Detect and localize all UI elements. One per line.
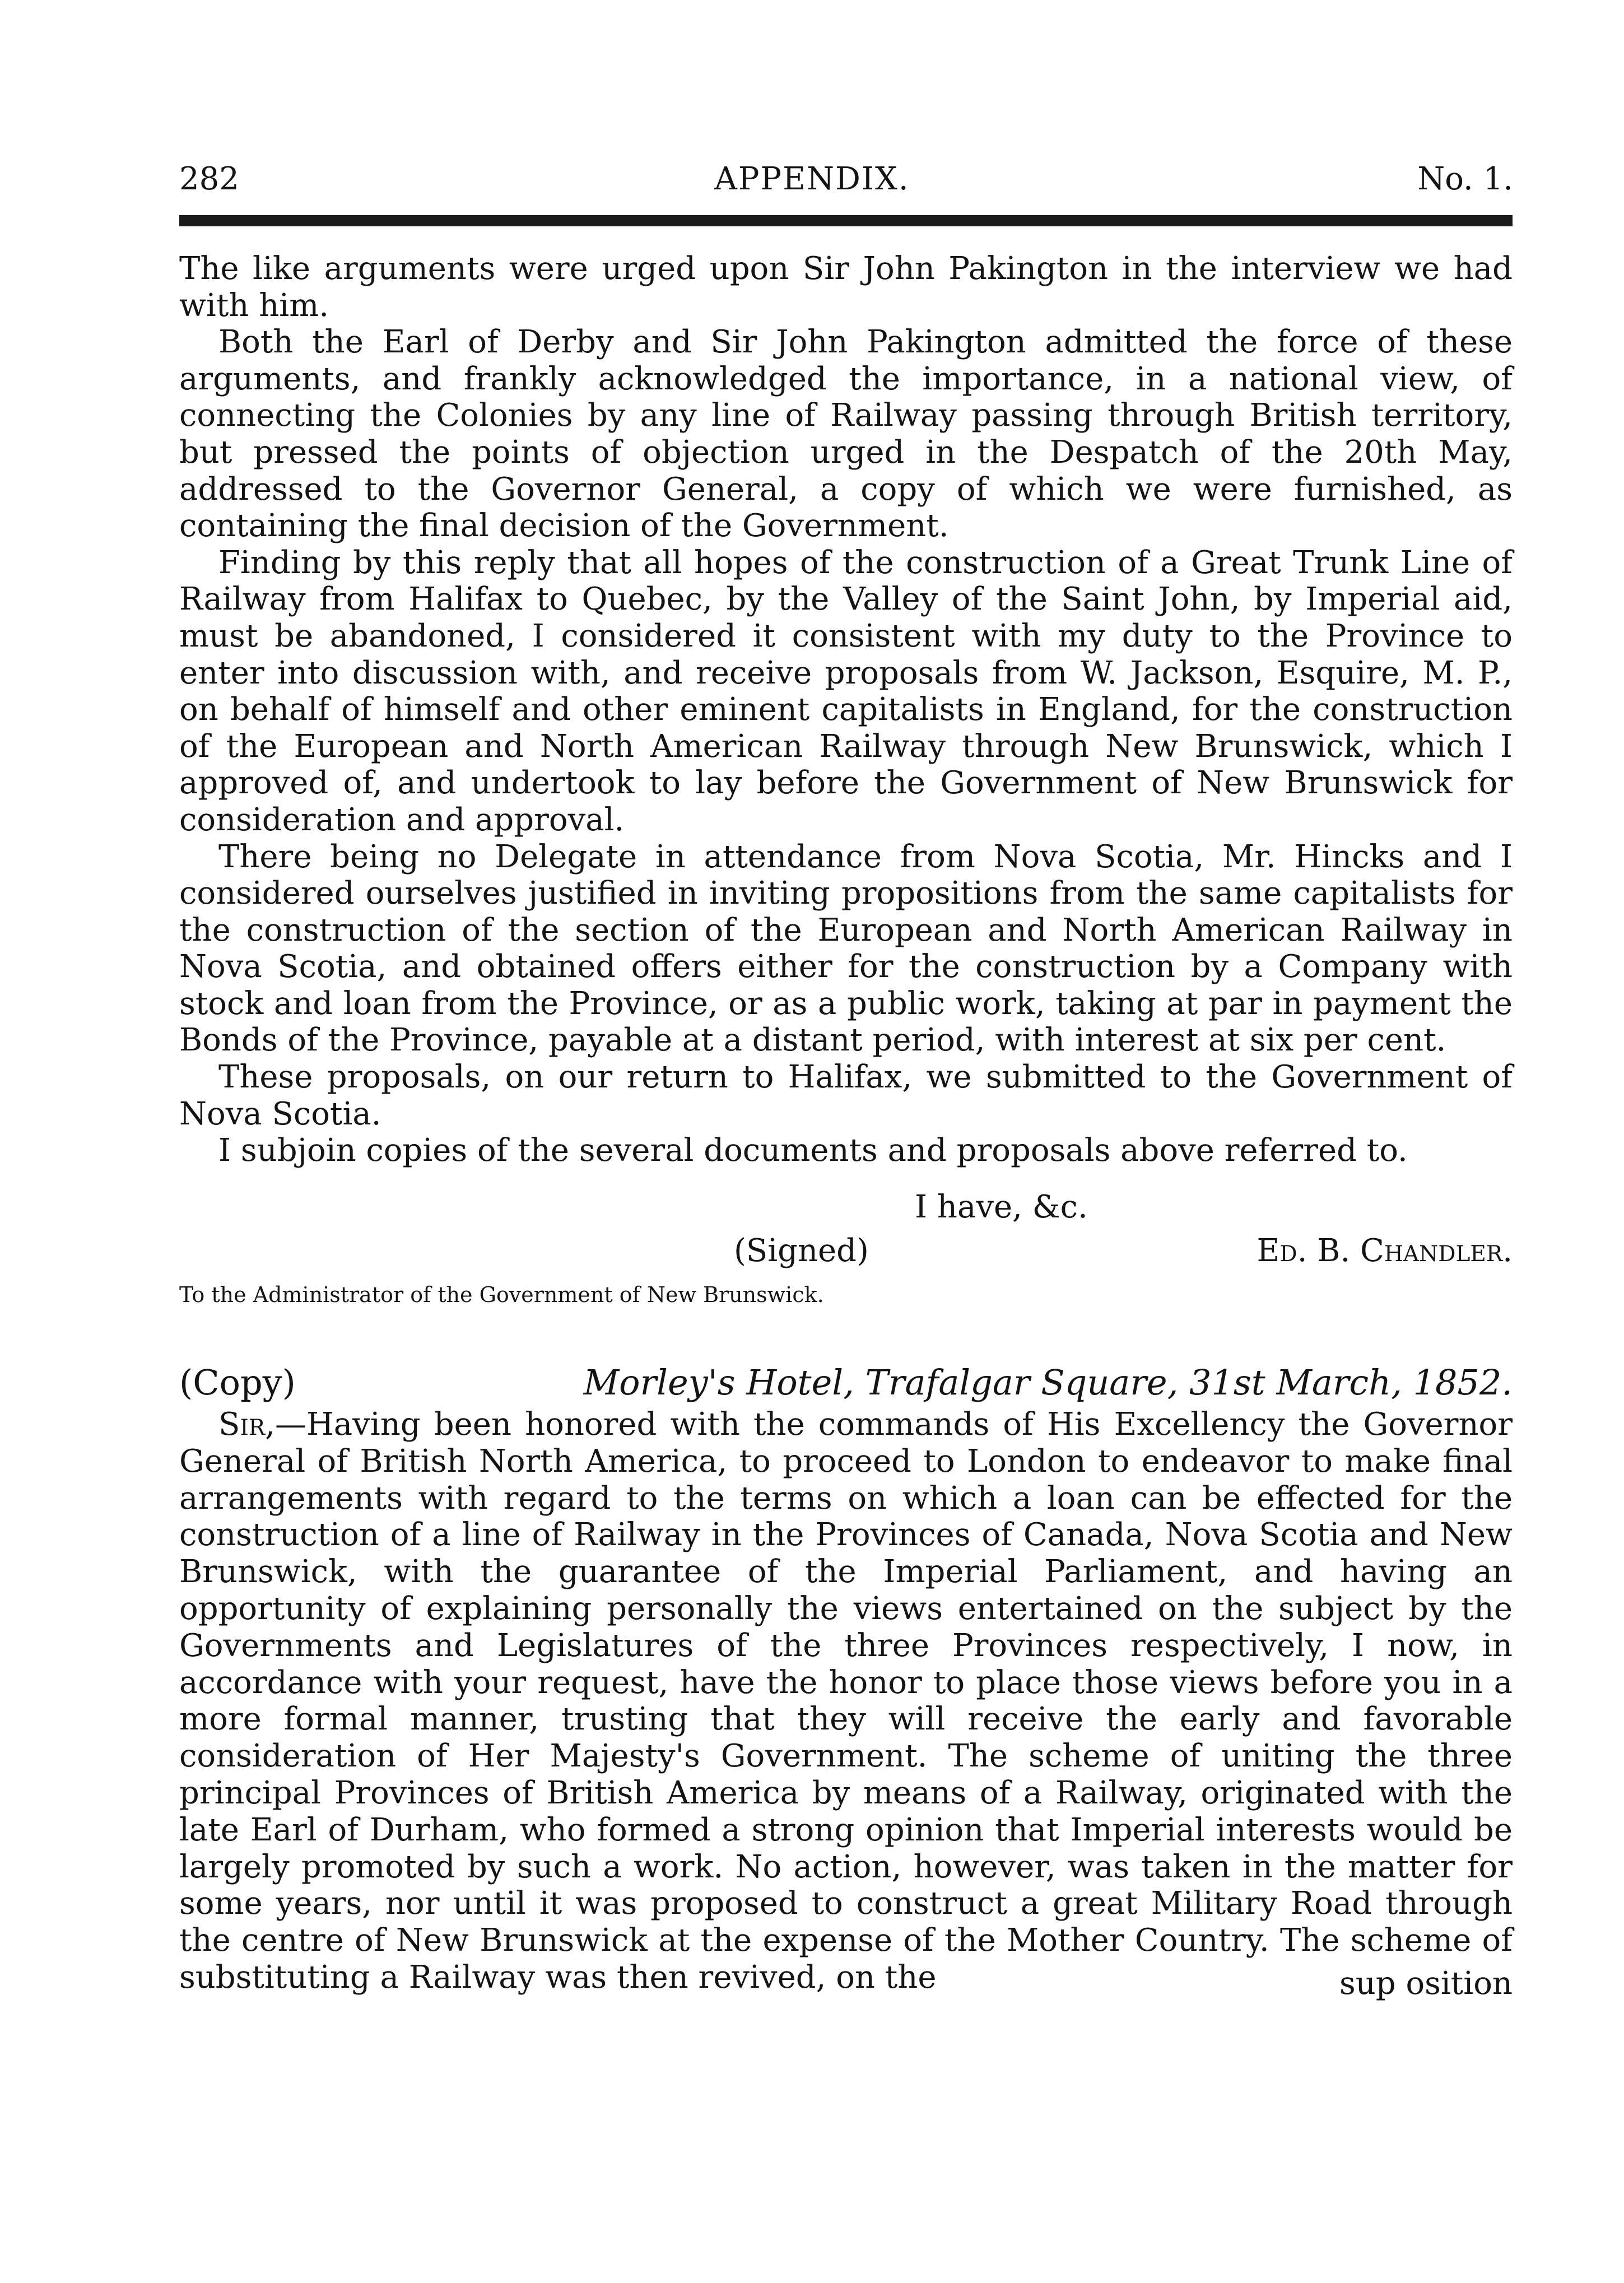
paragraph-2: Both the Earl of Derby and Sir John Pakington admitted the force of these arguments, and frankly acknowledged the importance, in a national view, of connecting the Colonies by any line of Railway passing through British territory, but pressed the points of objection urged in the Despatch of the 20th May, addressed to the Governor General, a copy of which we were furnished, as containing the final decision of the Government. (179, 324, 1513, 545)
letter-paragraph (179, 1406, 1513, 1996)
page-header (0, 160, 1624, 199)
closing: I have, &c. (915, 1189, 1088, 1225)
body-text (179, 250, 1513, 1169)
addressee: To the Administrator of the Government of New Brunswick. (179, 1282, 824, 1307)
paragraph-5: These proposals, on our return to Halifax, we submitted to the Government of Nova Scotia. (179, 1059, 1513, 1132)
dateline: Morley's Hotel, Trafalgar Square, 31st March, 1852. (583, 1362, 1513, 1403)
header-rule (179, 215, 1513, 226)
catchword: sup osition (1339, 1965, 1513, 2002)
running-title: APPENDIX. (714, 161, 910, 197)
letter-text (179, 1406, 1513, 1996)
page-number: 282 (179, 161, 239, 197)
paragraph-4: There being no Delegate in attendance from Nova Scotia, Mr. Hincks and I considered ourselves justified in inviting propositions from the same capitalists for the construction of the section of the European and North American Railway in Nova Scotia, and obtained offers either for the construction by a Company with stock and loan from the Province, or as a public work, taking at par in payment the Bonds of the Province, payable at a distant period, with interest at six per cent. (179, 838, 1513, 1059)
signature: Ed. B. Chandler. (1257, 1233, 1513, 1269)
copy-label: (Copy) (179, 1362, 296, 1403)
paragraph-6: I subjoin copies of the several documents and proposals above referred to. (218, 1132, 1408, 1169)
salutation: Sir, (218, 1406, 275, 1443)
section-number: No. 1. (1417, 161, 1513, 197)
letter-body: —Having been honored with the commands of His Excellency the Governor General of British North America, to proceed to London to endeavor to make final arrangements with regard to the terms on which a loan can be effected for the construction of a line of Railway in the Provinces of Canada, Nova Scotia and New Brunswick, with the guarantee of the Imperial Parliament, and having an opportunity of explaining personally the views entertained on the subject by the Governments and Legislatures of the three Provinces respectively, I now, in accordance with your request, have the honor to place those views before you in a more formal manner, trusting that they will receive the early and favorable consideration of Her Majesty's Government. The scheme of uniting the three principal Provinces of British America by means of a Railway, originated with the late Earl of Durham, who formed a strong opinion that Imperial interests would be largely promoted by such a work. No action, however, was taken in the matter for some years, nor until it was proposed to construct a great Military Road through the centre of New Brunswick at the expense of the Mother Country. The scheme of substituting a Railway was then revived, on the (179, 1406, 1513, 1996)
paragraph-1: The like arguments were urged upon Sir John Pakington in the interview we had with him. (179, 250, 1513, 324)
paragraph-3: Finding by this reply that all hopes of the construction of a Great Trunk Line of Railway from Halifax to Quebec, by the Valley of the Saint John, by Imperial aid, must be abandoned, I considered it consistent with my duty to the Province to enter into discussion with, and receive proposals from W. Jackson, Esquire, M. P., on behalf of himself and other eminent capitalists in England, for the construction of the European and North American Railway through New Brunswick, which I approved of, and undertook to lay before the Government of New Brunswick for consideration and approval. (179, 544, 1513, 838)
signed-label: (Signed) (734, 1233, 869, 1269)
